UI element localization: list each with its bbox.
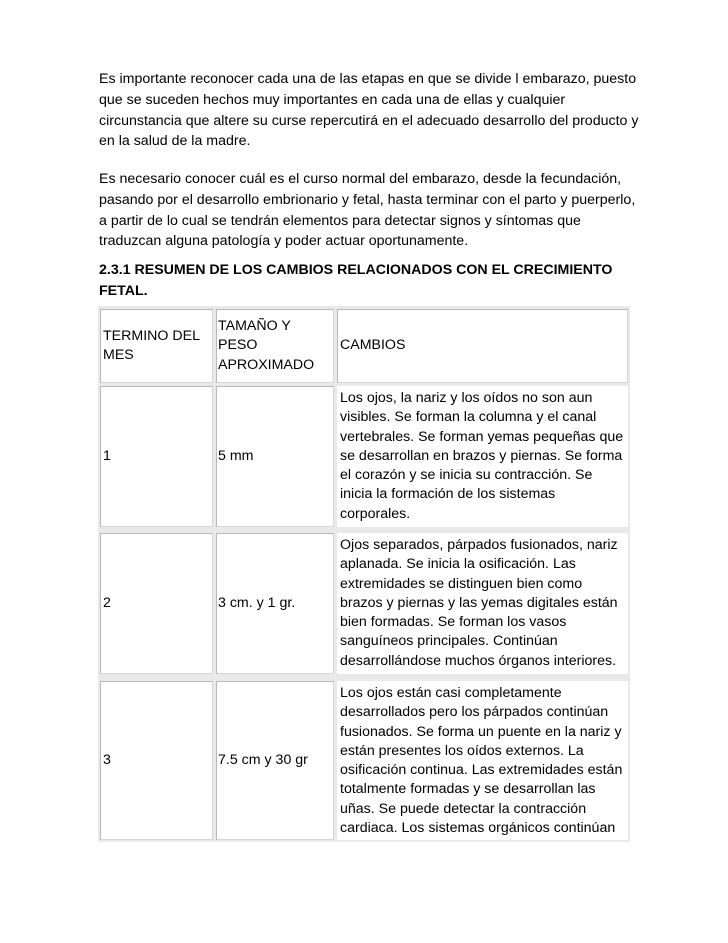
table-row-1-changes: Los ojos, la nariz y los oídos no son aun visibles. Se forman la columna y el canal vertebrales. Se forman yemas pequeñas que se desarrollan en brazos y piernas. Se forma el corazón y se inicia su contracción. Se inicia la formación de los sistemas corporales. bbox=[337, 386, 628, 527]
table-row-3-month: 3 bbox=[100, 681, 213, 840]
table-header-month: TERMINO DEL MES bbox=[100, 309, 213, 383]
table-row-2-changes: Ojos separados, párpados fusionados, nariz aplanada. Se inicia la osificación. Las extremidades se distinguen bien como brazos y piernas y las yemas digitales están bien formadas. Se forman los vasos sanguíneos principales. Continúan desarrollándose muchos órganos interiores. bbox=[337, 533, 628, 674]
table-row-3-changes: Los ojos están casi completamente desarrollados pero los párpados continúan fusionados. Se forma un puente en la nariz y están presentes los oídos externos. La osificación continua. Las extremidades están totalmente formadas y se desarrollan las uñas. Se puede detectar la contracción cardiaca. Los sistemas orgánicos continúan bbox=[337, 681, 628, 840]
intro-paragraph-2: Es necesario conocer cuál es el curso normal del embarazo, desde la fecundación, pasando por el desarrollo embrionario y fetal, hasta terminar con el parto y puerperlo, a partir de lo cual se tendrán elementos para detectar signos y síntomas que traduzcan alguna patología y poder actuar oportunamente. bbox=[99, 171, 636, 250]
table-row-3-size: 7.5 cm y 30 gr bbox=[216, 681, 334, 840]
table-row-1-size: 5 mm bbox=[216, 386, 334, 527]
table-header-size: TAMAÑO Y PESO APROXIMADO bbox=[216, 309, 334, 383]
intro-paragraph-1: Es importante reconocer cada una de las etapas en que se divide l embarazo, puesto que se suceden hechos muy importantes en cada una de ellas y cualquier circunstancia que altere su curse repercutirá en el adecuado desarrollo del producto y en la salud de la madre. bbox=[99, 71, 639, 150]
section-heading: 2.3.1 RESUMEN DE LOS CAMBIOS RELACIONADOS CON EL CRECIMIENTO FETAL. bbox=[99, 262, 613, 299]
table-row-2-size: 3 cm. y 1 gr. bbox=[216, 533, 334, 674]
table-row-2-month: 2 bbox=[100, 533, 213, 674]
fetal-growth-table bbox=[98, 306, 630, 842]
table-header-changes: CAMBIOS bbox=[337, 309, 628, 383]
table-row-1-month: 1 bbox=[100, 386, 213, 527]
